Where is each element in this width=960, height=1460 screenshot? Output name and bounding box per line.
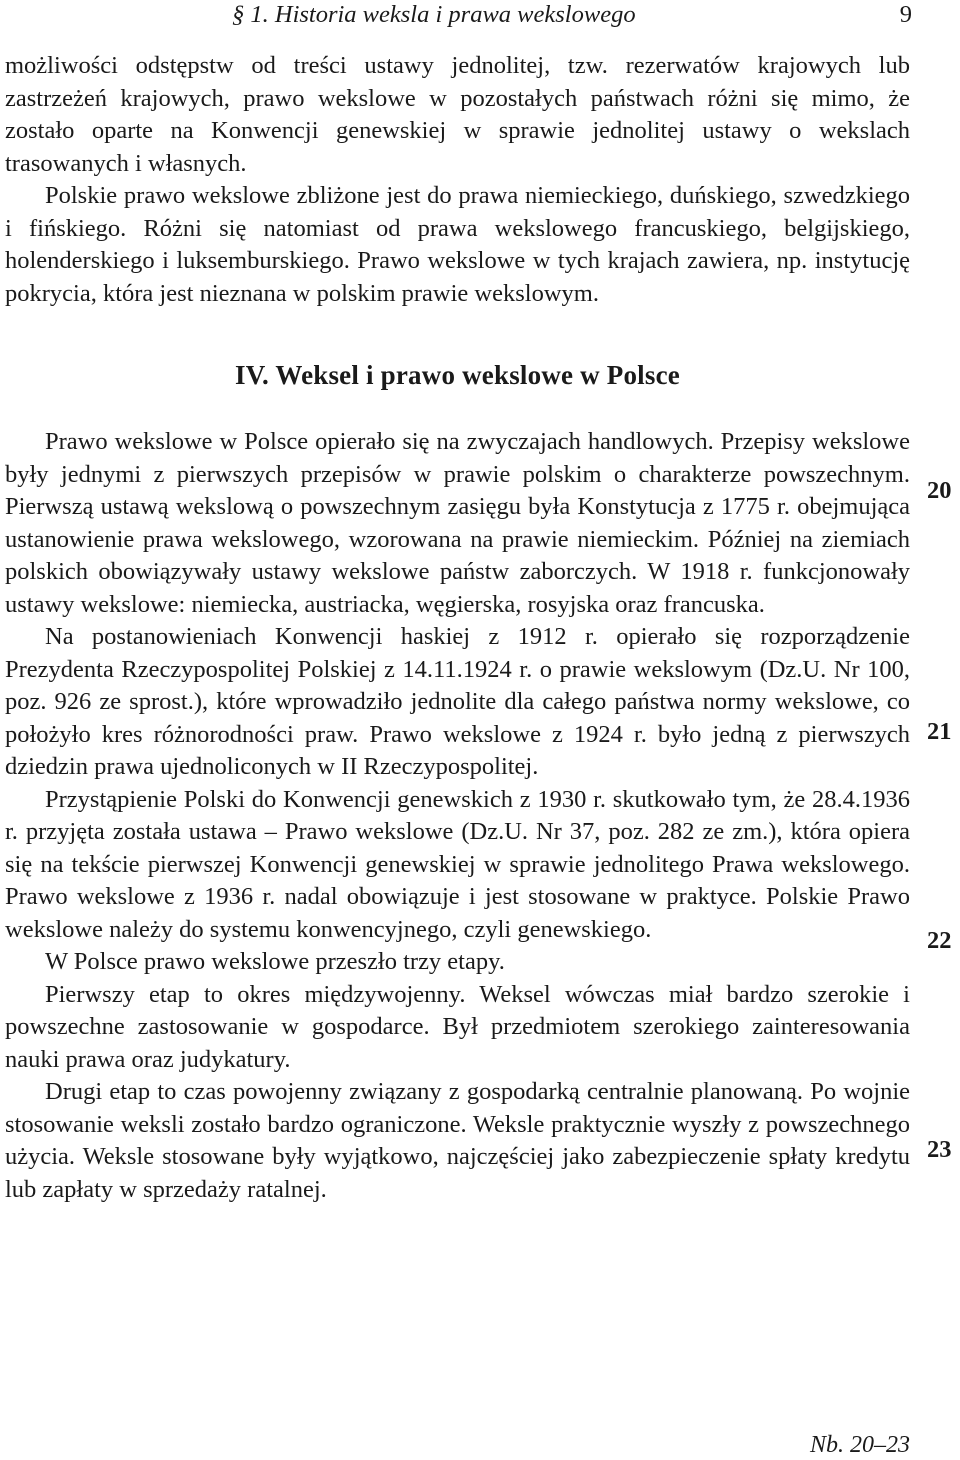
- paragraph: Przystąpienie Polski do Konwencji genewskich z 1930 r. skutkowało tym, że 28.4.1936 r. przyjęta została ustawa – Prawo wekslowe (Dz.U. Nr 37, poz. 282 ze zm.), która opiera się na tekście pierwszej Konwencji genewskiej w sprawie jednolitego Prawa wekslowego. Prawo wekslowe z 1936 r. nadal obowiązuje i jest stosowane w praktyce. Polskie Prawo wekslowe należy do systemu konwencyjnego, czyli genewskiego.: [5, 785, 910, 943]
- paragraph: Prawo wekslowe w Polsce opierało się na zwyczajach handlowych. Przepisy wekslowe były jednymi z pierwszych przepisów w prawie polskim o charakterze powszechnym. Pierwszą ustawą wekslową o powszechnym zasięgu była Konstytucja z 1775 r. obejmująca ustanowienie prawa wekslowego, wzorowana na prawie niemieckim. Później na ziemiach polskich obowiązywały ustawy wekslowe państw zaborczych. W 1918 r. funkcjonowały ustawy wekslowe: niemiecka, austriacka, węgierska, rosyjska oraz francuska.: [5, 428, 910, 618]
- section-heading: IV. Weksel i prawo wekslowe w Polsce: [235, 360, 680, 390]
- margin-number: 22: [927, 927, 952, 954]
- margin-number: 21: [927, 718, 952, 745]
- running-header: [232, 0, 912, 30]
- page-number: 9: [899, 1, 912, 28]
- paragraph: W Polsce prawo wekslowe przeszło trzy etapy.: [45, 948, 505, 975]
- paragraph: Drugi etap to czas powojenny związany z gospodarką centralnie planowaną. Po wojnie stosowanie weksli zostało bardzo ograniczone. Weksle praktycznie wyszły z powszechnego użycia. Weksle stosowane były wyjątkowo, najczęściej jako zabezpieczenie spłaty kredytu lub zapłaty w sprzedaży ratalnej.: [5, 1078, 910, 1203]
- paragraph: Polskie prawo wekslowe zbliżone jest do prawa niemieckiego, duńskiego, szwedzkiego i fińskiego. Różni się natomiast od prawa wekslowego francuskiego, belgijskiego, holenderskiego i luksemburskiego. Prawo wekslowe w tych krajach zawiera, np. instytucję pokrycia, która jest nieznana w polskim prawie wekslowym.: [5, 182, 910, 307]
- footer-marginal-numbers: Nb. 20–23: [809, 1432, 910, 1458]
- running-title: § 1. Historia weksla i prawa wekslowego: [232, 1, 636, 28]
- margin-number: 20: [927, 477, 952, 504]
- margin-number: 23: [927, 1136, 952, 1163]
- paragraph: Na postanowieniach Konwencji haskiej z 1912 r. opierało się rozporządzenie Prezydenta Rzeczypospolitej Polskiej z 14.11.1924 r. o prawie wekslowym (Dz.U. Nr 100, poz. 926 ze sprost.), które wprowadziło jednolite dla całego państwa normy wekslowe, co położyło kres różnorodności praw. Prawo wekslowe z 1924 r. było jedną z pierwszych dziedzin prawa ujednoliconych w II Rzeczypospolitej.: [5, 623, 910, 780]
- paragraph-continued: możliwości odstępstw od treści ustawy jednolitej, tzw. rezerwatów krajowych lub zastrzeżeń krajowych, prawo wekslowe w pozostałych państwach różni się mimo, że zostało oparte na Konwencji genewskiej w sprawie jednolitej ustawy o wekslach trasowanych i własnych.: [5, 52, 910, 177]
- paragraph: Pierwszy etap to okres międzywojenny. Weksel wówczas miał bardzo szerokie i powszechne zastosowanie w gospodarce. Był przedmiotem szerokiego zainteresowania nauki prawa oraz judykatury.: [5, 980, 910, 1073]
- main-text: [5, 50, 910, 1206]
